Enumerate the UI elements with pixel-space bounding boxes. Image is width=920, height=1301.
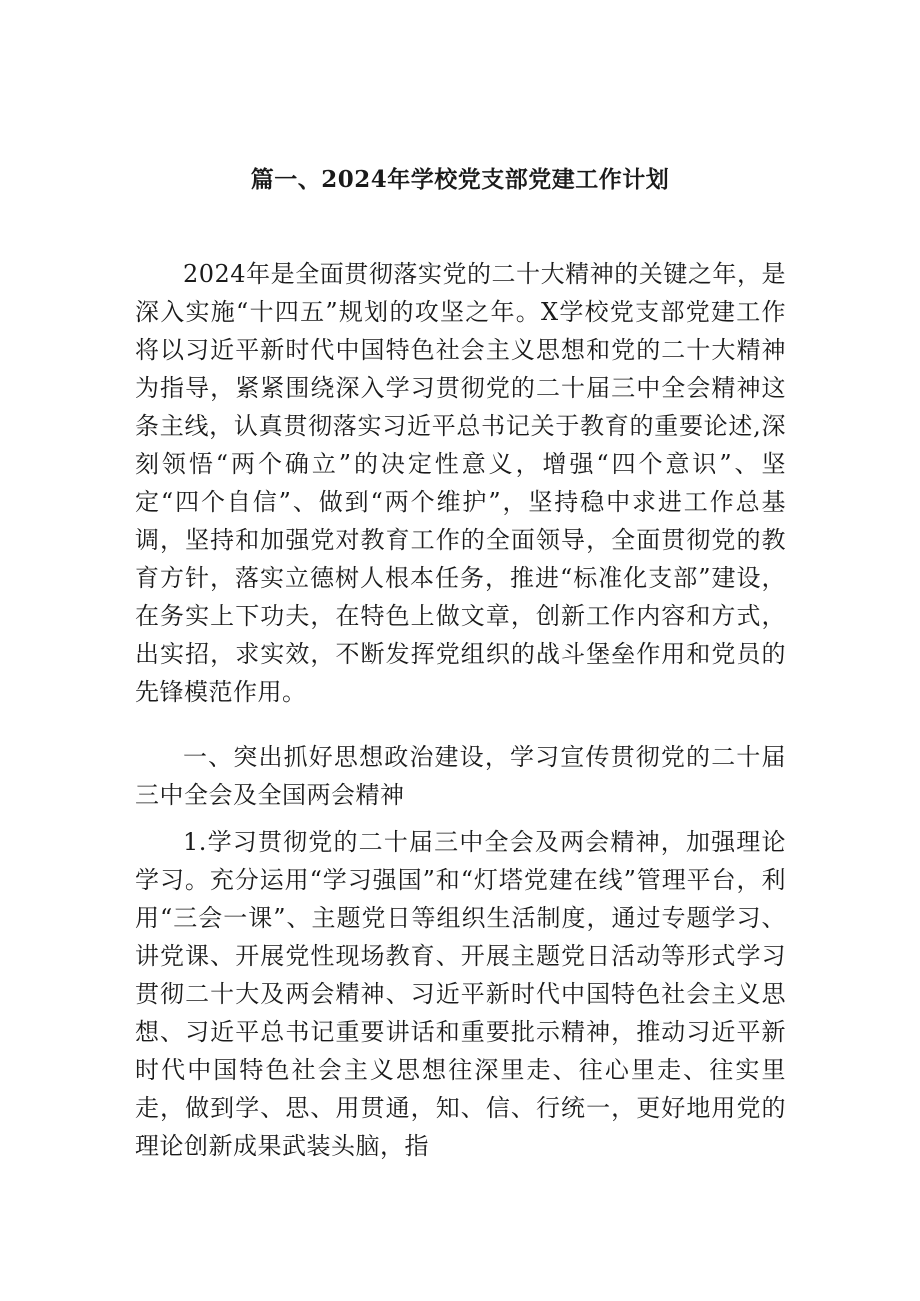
section-heading-text: 一、突出抓好思想政治建设，学习宣传贯彻党的二十届三中全会及全国两会精神 bbox=[135, 743, 786, 809]
paragraph-text: 2024年是全面贯彻落实党的二十大精神的关键之年，是深入实施“十四五”规划的攻坚之年。X学校党支部党建工作将以习近平新时代中国特色社会主义思想和党的二十大精神为指导，紧紧围绕深入学习贯彻党的二十届三中全会精神这条主线，认真贯彻落实习近平总书记关于教育的重要论述,深刻领悟“两个确立”的决定性意义，增强“四个意识”、坚定“四个自信”、做到“两个维护”，坚持稳中求进工作总基调，坚持和加强党对教育工作的全面领导，全面贯彻党的教育方针，落实立德树人根本任务，推进“标准化支部”建设，在务实上下功夫，在特色上做文章，创新工作内容和方式，出实招，求实效，不断发挥党组织的战斗堡垒作用和党员的先锋模范作用。 bbox=[135, 260, 786, 706]
document-title: 篇一、2024年学校党支部党建工作计划 bbox=[250, 166, 670, 193]
paragraph-intro bbox=[135, 255, 786, 711]
section-heading bbox=[135, 738, 786, 814]
paragraph-item-1 bbox=[135, 823, 786, 1165]
paragraph-text: 1.学习贯彻党的二十届三中全会及两会精神，加强理论学习。充分运用“学习强国”和“灯塔党建在线”管理平台，利用“三会一课”、主题党日等组织生活制度，通过专题学习、讲党课、开展党性现场教育、开展主题党日活动等形式学习贯彻二十大及两会精神、习近平新时代中国特色社会主义思想、习近平总书记重要讲话和重要批示精神，推动习近平新时代中国特色社会主义思想往深里走、往心里走、往实里走，做到学、思、用贯通，知、信、行统一，更好地用党的理论创新成果武装头脑，指 bbox=[135, 828, 786, 1160]
